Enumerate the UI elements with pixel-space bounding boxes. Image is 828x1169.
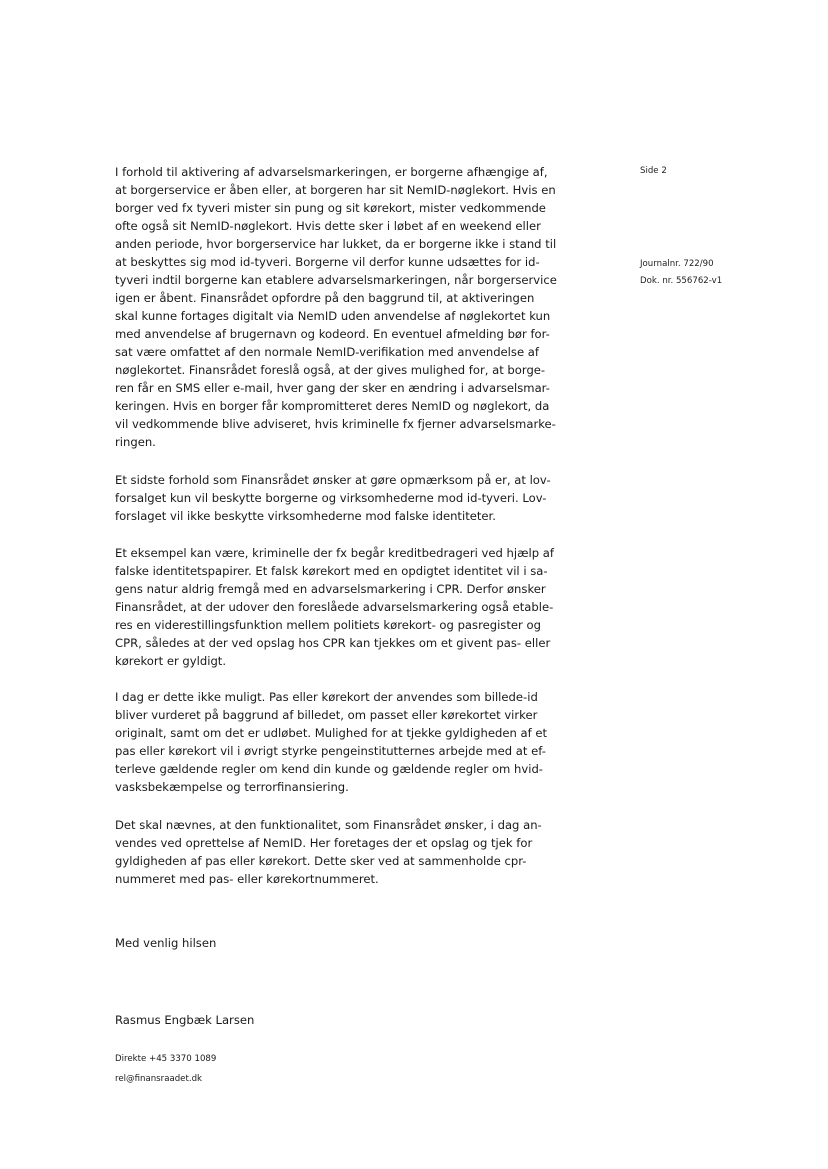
contact-block [115, 1049, 216, 1089]
paragraph-current-practice: I dag er dette ikke muligt. Pas eller kørekort der anvendes som billede-id bliver vurderet på baggrund af billedet, om passet eller kørekortet virker originalt, samt om det er udløbet. Mulighed for at tjekke gyldigheden af et pas eller kørekort vil i øvrigt styrke pengeinstitutternes arbejde med at ef- terleve gældende regler om kend din kunde og gældende regler om hvid- vasksbekæmpelse og terrorfinansiering. [115, 690, 548, 794]
page-number: Side 2 [640, 166, 667, 176]
closing-salutation: Med venlig hilsen [115, 936, 217, 950]
document-references [640, 256, 722, 290]
paragraph-activation: I forhold til aktivering af advarselsmarkeringen, er borgerne afhængige af, at borgerservice er åben eller, at borgeren har sit NemID-nøglekort. Hvis en borger ved fx tyveri mister sin pung og sit kørekort, mister vedkommende ofte også sit NemID-nøglekort. Hvis dette sker i løbet af en weekend eller anden periode, hvor borgerservice har lukket, da er borgerne ikke i stand til at beskyttes sig mod id-tyveri. Borgerne vil derfor kunne udsættes for id- tyveri indtil borgerne kan etablere advarselsmarkeringen, når borgerservice igen er åbent. Finansrådet opfordre på den baggrund til, at aktiveringen skal kunne fortages digitalt via NemID uden anvendelse af nøglekortet kun med anvendelse af brugernavn og kodeord. En eventuel afmelding bør for- sat være omfattet af den normale NemID-verifikation med anvendelse af nøglekortet. Finansrådet foreslå også, at der gives mulighed for, at borge- ren får en SMS eller e-mail, hver gang der sker en ændring i advarselsmar- keringen. Hvis en borger får kompromitteret deres NemID og nøglekort, da vil vedkommende blive adviseret, hvis kriminelle fx fjerner advarselsmarke- ringen. [115, 165, 557, 449]
direct-phone: Direkte +45 3370 1089 [115, 1054, 217, 1064]
paragraph-example: Et eksempel kan være, kriminelle der fx begår kreditbedrageri ved hjælp af falske identitetspapirer. Et falsk kørekort med en opdigtet identitet vil i sa- gens natur aldrig fremgå med en advarselsmarkering i CPR. Derfor ønsker Finansrådet, at der udover den foreslåede advarselsmarkering også etable- res en viderestillingsfunktion mellem politiets kørekort- og pasregister og CPR, således at der ved opslag hos CPR kan tjekkes om et givent pas- eller kørekort er gyldigt. [115, 546, 554, 668]
document-number: Dok. nr. 556762-v1 [640, 276, 723, 286]
signer-name: Rasmus Engbæk Larsen [115, 1013, 255, 1027]
journal-number: Journalnr. 722/90 [640, 259, 714, 269]
email-address: rel@finansraadet.dk [115, 1074, 203, 1084]
paragraph-nemid-functionality: Det skal nævnes, at den funktionalitet, som Finansrådet ønsker, i dag an- vendes ved oprettelse af NemID. Her foretages der et opslag og tjek for gyldigheden af pas eller kørekort. Dette sker ved at sammenholde cpr- nummeret med pas- eller kørekortnummeret. [115, 818, 542, 886]
paragraph-false-identities: Et sidste forhold som Finansrådet ønsker at gøre opmærksom på er, at lov- forsalget kun vil beskytte borgerne og virksomhederne mod id-tyveri. Lov- forslaget vil ikke beskytte virksomhederne mod falske identiteter. [115, 473, 551, 523]
letter-body [115, 163, 585, 888]
